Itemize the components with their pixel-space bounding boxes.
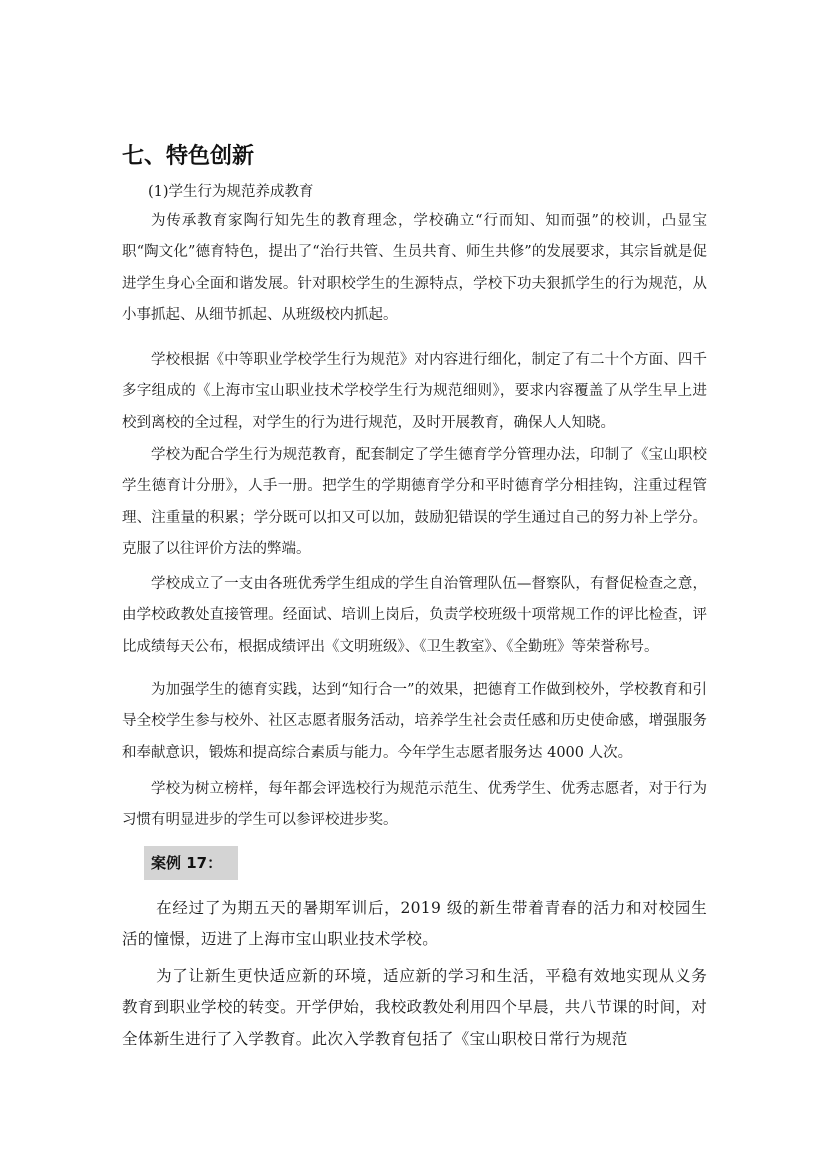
section-heading: 七、特色创新: [122, 144, 255, 169]
paragraph: 学校为树立榜样，每年都会评选校行为规范示范生、优秀学生、优秀志愿者，对于行为习惯有明显进步的学生可以参评校进步奖。: [122, 781, 707, 829]
paragraph: 为加强学生的德育实践，达到“知行合一”的效果，把德育工作做到校外，学校教育和引导全校学生参与校外、社区志愿者服务活动，培养学生社会责任感和历史使命感，增强服务和奉献意识，锻炼和提高综合素质与能力。今年学生志愿者服务达 4000 人次。: [122, 682, 707, 761]
case-label: 案例 17：: [151, 854, 223, 872]
paragraph: 学校成立了一支由各班优秀学生组成的学生自治管理队伍—督察队，有督促检查之意，由学校政教处直接管理。经面试、培训上岗后，负责学校班级十项常规工作的评比检查，评比成绩每天公布，根据成绩评出《文明班级》、《卫生教室》、《全勤班》等荣誉称号。: [122, 576, 707, 655]
case-paragraph: 为了让新生更快适应新的环境，适应新的学习和生活，平稳有效地实现从义务教育到职业学校的转变。开学伊始，我校政教处利用四个早晨，共八节课的时间，对全体新生进行了入学教育。此次入学教育包括了《宝山职校日常行为规范: [122, 967, 707, 1048]
paragraph: 为传承教育家陶行知先生的教育理念，学校确立“行而知、知而强”的校训，凸显宝职“陶文化”德育特色，提出了“治行共管、生员共育、师生共修”的发展要求，其宗旨就是促进学生身心全面和谐发展。针对职校学生的生源特点，学校下功夫狠抓学生的行为规范，从小事抓起、从细节抓起、从班级校内抓起。: [122, 213, 707, 324]
subsection-title: (1)学生行为规范养成教育: [148, 184, 314, 200]
paragraph: 学校为配合学生行为规范教育，配套制定了学生德育学分管理办法，印制了《宝山职校学生德育计分册》，人手一册。把学生的学期德育学分和平时德育学分相挂钩，注重过程管理、注重量的积累；学分既可以扣又可以加，鼓励犯错误的学生通过自己的努力补上学分。克服了以往评价方法的弊端。: [122, 447, 707, 558]
paragraph: 学校根据《中等职业学校学生行为规范》对内容进行细化，制定了有二十个方面、四千多字组成的《上海市宝山职业技术学校学生行为规范细则》，要求内容覆盖了从学生早上进校到离校的全过程，对学生的行为进行规范，及时开展教育，确保人人知晓。: [122, 352, 707, 431]
case-paragraph: 在经过了为期五天的暑期军训后，2019 级的新生带着青春的活力和对校园生活的憧憬，迈进了上海市宝山职业技术学校。: [122, 899, 707, 949]
